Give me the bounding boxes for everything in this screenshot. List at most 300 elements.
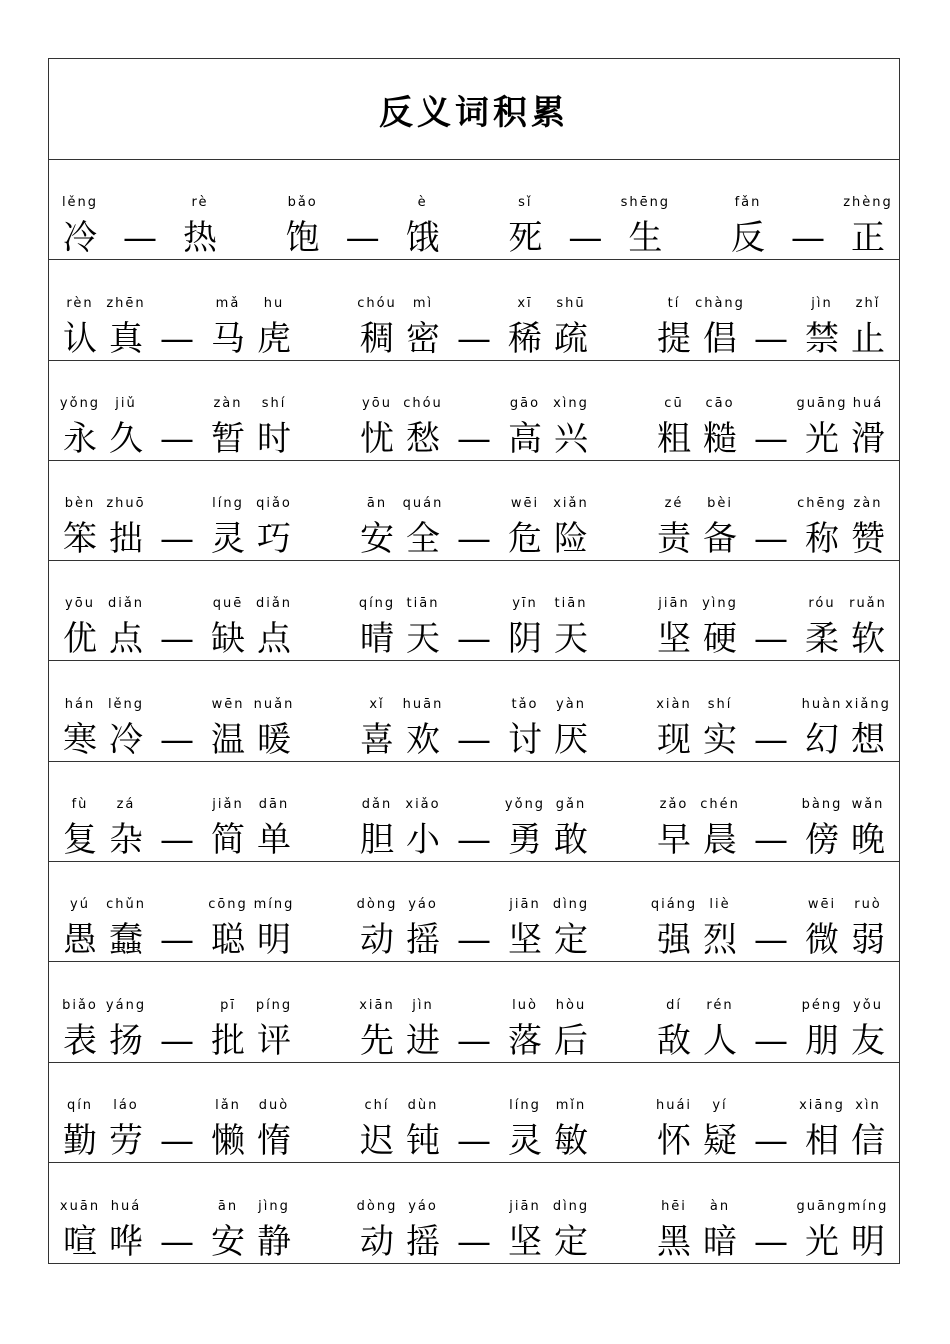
character <box>57 1199 103 1263</box>
word <box>651 296 743 360</box>
character <box>354 897 400 961</box>
pinyin: luò <box>512 997 538 1013</box>
pinyin: dǎn <box>361 797 393 813</box>
dash: — <box>457 619 491 660</box>
pinyin: chí <box>364 1097 390 1113</box>
hanzi: 天 <box>406 619 440 660</box>
character <box>400 296 446 360</box>
hanzi: 灵 <box>508 1120 542 1161</box>
word <box>57 1199 149 1263</box>
dash: — <box>457 820 491 861</box>
hanzi: 扬 <box>109 1020 143 1061</box>
character <box>651 1199 697 1263</box>
pinyin: fǎn <box>734 195 762 211</box>
hanzi: 讨 <box>508 719 542 760</box>
character <box>251 1199 297 1263</box>
word <box>57 1098 149 1162</box>
hanzi: 动 <box>360 920 394 961</box>
antonym-pair <box>354 976 594 1061</box>
pinyin: xìn <box>855 1097 881 1113</box>
pinyin: shū <box>556 295 586 311</box>
character <box>548 697 594 761</box>
pinyin: zá <box>116 797 136 813</box>
antonym-pair <box>651 1177 891 1263</box>
hanzi: 拙 <box>109 519 143 560</box>
pinyin: cū <box>664 395 684 411</box>
hanzi: 小 <box>406 820 440 861</box>
pinyin: pī <box>220 997 236 1013</box>
character <box>845 897 891 961</box>
pinyin: huá <box>110 1199 142 1215</box>
hanzi: 厌 <box>554 719 588 760</box>
antonym-pair <box>354 375 594 460</box>
dash: — <box>160 1222 194 1263</box>
antonym-pair <box>57 174 223 259</box>
antonym-word <box>205 296 297 360</box>
character <box>205 1098 251 1162</box>
hanzi: 光 <box>805 1222 839 1263</box>
word <box>354 1199 446 1263</box>
antonym-word <box>205 496 297 560</box>
hanzi: 迟 <box>360 1120 394 1161</box>
pinyin: zhèng <box>843 195 893 211</box>
pinyin: wēi <box>510 496 540 512</box>
pinyin: yàn <box>556 696 586 712</box>
character <box>354 296 400 360</box>
hanzi: 坚 <box>657 619 691 660</box>
hanzi: 评 <box>257 1020 291 1061</box>
pinyin: chēng <box>797 496 847 512</box>
hanzi: 钝 <box>406 1120 440 1161</box>
character <box>845 195 891 259</box>
antonym-row <box>49 160 899 260</box>
pinyin: líng <box>509 1097 541 1113</box>
dash: — <box>160 519 194 560</box>
title-row <box>49 59 899 160</box>
pinyin: tǎo <box>511 696 539 712</box>
hanzi: 胆 <box>360 820 394 861</box>
hanzi: 复 <box>63 820 97 861</box>
pinyin: guāng <box>796 1199 848 1215</box>
pinyin: jiǔ <box>115 395 137 411</box>
antonym-row <box>49 962 899 1062</box>
character <box>502 1199 548 1263</box>
character <box>799 1098 845 1162</box>
hanzi: 摇 <box>406 1222 440 1263</box>
antonym-pair <box>57 876 297 961</box>
hanzi: 敌 <box>657 1020 691 1061</box>
word <box>354 1098 446 1162</box>
character <box>502 1098 548 1162</box>
pinyin: jìn <box>412 997 434 1013</box>
pinyin: yǒu <box>853 997 883 1013</box>
hanzi: 晚 <box>851 820 885 861</box>
pinyin: cōng <box>208 897 248 913</box>
pinyin: jiān <box>658 596 690 612</box>
hanzi: 反 <box>730 218 765 259</box>
character <box>251 697 297 761</box>
pinyin: zhēn <box>106 295 146 311</box>
character <box>205 797 251 861</box>
antonym-pair <box>651 575 891 660</box>
pinyin: wēi <box>807 897 837 913</box>
hanzi: 死 <box>508 218 543 259</box>
pinyin: yōu <box>362 395 392 411</box>
antonym-word <box>205 396 297 460</box>
antonym-pair <box>57 1177 297 1263</box>
pinyin: yǒng <box>504 797 546 813</box>
character <box>354 797 400 861</box>
hanzi: 柔 <box>805 619 839 660</box>
hanzi: 时 <box>257 418 291 459</box>
dash: — <box>457 1020 491 1061</box>
character <box>845 496 891 560</box>
antonym-word <box>799 697 891 761</box>
pinyin: dìng <box>552 1199 590 1215</box>
hanzi: 软 <box>851 619 885 660</box>
dash: — <box>160 1020 194 1061</box>
word <box>354 697 446 761</box>
hanzi: 称 <box>805 519 839 560</box>
antonym-pair <box>354 274 594 359</box>
character <box>697 697 743 761</box>
hanzi: 糙 <box>703 418 737 459</box>
dash: — <box>457 719 491 760</box>
hanzi: 巧 <box>257 519 291 560</box>
pinyin: zé <box>664 496 684 512</box>
hanzi: 冷 <box>109 719 143 760</box>
character <box>57 998 103 1062</box>
dash: — <box>568 218 603 259</box>
antonym-row <box>49 661 899 761</box>
hanzi: 杂 <box>109 820 143 861</box>
hanzi: 表 <box>63 1020 97 1061</box>
character <box>205 596 251 660</box>
pinyin: biǎo <box>62 997 98 1013</box>
character <box>251 897 297 961</box>
hanzi: 点 <box>109 619 143 660</box>
antonym-pair <box>502 174 671 259</box>
pinyin: huān <box>402 696 444 712</box>
antonym-word <box>799 596 891 660</box>
hanzi: 蠢 <box>109 920 143 961</box>
pinyin: yǒng <box>59 395 101 411</box>
pinyin: zhǐ <box>855 295 881 311</box>
character <box>725 195 771 259</box>
antonym-pair <box>280 174 446 259</box>
word <box>57 998 149 1062</box>
word <box>280 195 326 259</box>
antonym-row <box>49 762 899 862</box>
pinyin: wēn <box>211 696 245 712</box>
pinyin: nuǎn <box>253 696 295 712</box>
character <box>103 496 149 560</box>
hanzi: 想 <box>851 719 885 760</box>
pinyin: yáo <box>408 897 438 913</box>
hanzi: 灵 <box>211 519 245 560</box>
hanzi: 疑 <box>703 1120 737 1161</box>
pinyin: yīn <box>512 596 538 612</box>
character <box>651 396 697 460</box>
hanzi: 暖 <box>257 719 291 760</box>
dash: — <box>123 218 157 259</box>
dash: — <box>790 218 825 259</box>
antonym-pair <box>57 475 297 560</box>
hanzi: 欢 <box>406 719 440 760</box>
antonym-word <box>205 797 297 861</box>
pinyin: yìng <box>702 596 738 612</box>
character <box>796 395 848 460</box>
hanzi: 提 <box>657 318 691 359</box>
character <box>280 195 326 259</box>
dash: — <box>754 619 788 660</box>
character <box>205 1199 251 1263</box>
dash: — <box>160 1120 194 1161</box>
character <box>57 1098 103 1162</box>
antonym-pair <box>651 776 891 861</box>
character <box>502 396 548 460</box>
character <box>57 296 103 360</box>
pinyin: wǎn <box>851 797 885 813</box>
hanzi: 正 <box>850 218 885 259</box>
antonym-word <box>502 396 594 460</box>
character <box>103 1098 149 1162</box>
pinyin: hán <box>64 696 96 712</box>
hanzi: 危 <box>508 519 542 560</box>
hanzi: 止 <box>851 318 885 359</box>
pinyin: xiān <box>359 997 395 1013</box>
hanzi: 强 <box>657 920 691 961</box>
character <box>57 396 103 460</box>
dash: — <box>754 519 788 560</box>
hanzi: 全 <box>406 519 440 560</box>
dash: — <box>754 1222 788 1263</box>
pinyin: píng <box>255 997 293 1013</box>
character <box>57 697 103 761</box>
character <box>548 396 594 460</box>
character <box>251 496 297 560</box>
character <box>251 396 297 460</box>
character <box>103 596 149 660</box>
pinyin: chóu <box>403 395 443 411</box>
word <box>354 897 446 961</box>
character <box>251 596 297 660</box>
character <box>548 1199 594 1263</box>
dash: — <box>754 1020 788 1061</box>
hanzi: 粗 <box>657 418 691 459</box>
pinyin: jiān <box>509 897 541 913</box>
hanzi: 冷 <box>63 218 97 259</box>
pinyin: cāo <box>705 395 735 411</box>
hanzi: 后 <box>554 1020 588 1061</box>
pinyin: liè <box>709 897 731 913</box>
pinyin: qiáng <box>650 897 698 913</box>
character <box>697 998 743 1062</box>
word <box>57 897 149 961</box>
antonym-row <box>49 561 899 661</box>
hanzi: 热 <box>183 218 217 259</box>
hanzi: 寒 <box>63 719 97 760</box>
character <box>354 1098 400 1162</box>
page-title: 反义词积累 <box>379 92 569 133</box>
hanzi: 光 <box>805 418 839 459</box>
hanzi: 缺 <box>211 619 245 660</box>
pinyin: tiān <box>406 596 440 612</box>
character <box>205 897 251 961</box>
word <box>651 496 743 560</box>
pinyin: tiān <box>554 596 588 612</box>
character <box>400 596 446 660</box>
dash: — <box>457 418 491 459</box>
hanzi: 坚 <box>508 920 542 961</box>
character <box>502 496 548 560</box>
pinyin: shí <box>261 395 287 411</box>
hanzi: 险 <box>554 519 588 560</box>
pinyin: dòng <box>356 897 398 913</box>
hanzi: 黑 <box>657 1222 691 1263</box>
pinyin: xī <box>517 295 533 311</box>
pinyin: àn <box>709 1199 731 1215</box>
dash: — <box>345 218 380 259</box>
pinyin: fù <box>71 797 89 813</box>
hanzi: 友 <box>851 1020 885 1061</box>
character <box>548 998 594 1062</box>
hanzi: 惰 <box>257 1120 291 1161</box>
pinyin: ān <box>366 496 388 512</box>
antonym-row <box>49 1063 899 1163</box>
character <box>502 195 548 259</box>
hanzi: 进 <box>406 1020 440 1061</box>
pinyin: huá <box>852 395 884 411</box>
hanzi: 稀 <box>508 318 542 359</box>
character <box>845 797 891 861</box>
hanzi: 傍 <box>805 820 839 861</box>
pinyin: sǐ <box>518 195 533 211</box>
hanzi: 先 <box>360 1020 394 1061</box>
character <box>251 797 297 861</box>
character <box>354 596 400 660</box>
hanzi: 赞 <box>851 519 885 560</box>
hanzi: 久 <box>109 418 143 459</box>
antonym-word <box>502 1199 594 1263</box>
antonym-word <box>205 998 297 1062</box>
character <box>697 496 743 560</box>
hanzi: 马 <box>211 318 245 359</box>
hanzi: 生 <box>628 218 663 259</box>
pinyin: duò <box>258 1097 290 1113</box>
antonym-pair <box>354 1177 594 1263</box>
character <box>502 998 548 1062</box>
character <box>400 496 446 560</box>
word <box>354 596 446 660</box>
antonym-pair <box>354 1077 594 1162</box>
hanzi: 永 <box>63 418 97 459</box>
pinyin: rén <box>706 997 734 1013</box>
word <box>57 596 149 660</box>
hanzi: 禁 <box>805 318 839 359</box>
hanzi: 勤 <box>63 1120 97 1161</box>
pinyin: hòu <box>555 997 587 1013</box>
pinyin: mǐn <box>555 1097 587 1113</box>
character <box>354 1199 400 1263</box>
pinyin: diǎn <box>255 596 293 612</box>
dash: — <box>754 719 788 760</box>
antonym-word <box>799 797 891 861</box>
antonym-pair <box>725 174 891 259</box>
hanzi: 阴 <box>508 619 542 660</box>
pinyin: lěng <box>107 696 145 712</box>
pinyin: xiǎo <box>405 797 441 813</box>
hanzi: 批 <box>211 1020 245 1061</box>
hanzi: 认 <box>63 318 97 359</box>
pinyin: ruò <box>854 897 882 913</box>
pinyin: jìn <box>811 295 833 311</box>
character <box>205 697 251 761</box>
dash: — <box>160 318 194 359</box>
hanzi: 相 <box>805 1120 839 1161</box>
hanzi: 早 <box>657 820 691 861</box>
pinyin: hu <box>263 295 285 311</box>
character <box>548 296 594 360</box>
pinyin: xiàn <box>656 696 692 712</box>
pinyin: xǐ <box>369 696 385 712</box>
word <box>651 797 743 861</box>
word <box>651 396 743 460</box>
character <box>697 897 743 961</box>
hanzi: 稠 <box>360 318 394 359</box>
antonym-word <box>502 797 594 861</box>
pinyin: tí <box>667 295 681 311</box>
antonym-pair <box>57 575 297 660</box>
antonym-word <box>205 596 297 660</box>
antonym-row <box>49 1163 899 1263</box>
hanzi: 单 <box>257 820 291 861</box>
hanzi: 信 <box>851 1120 885 1161</box>
hanzi: 优 <box>63 619 97 660</box>
pinyin: shí <box>707 696 733 712</box>
pinyin: rèn <box>66 295 94 311</box>
hanzi: 简 <box>211 820 245 861</box>
pinyin: líng <box>212 496 244 512</box>
character <box>799 897 845 961</box>
word <box>57 195 103 259</box>
antonym-pair <box>651 675 891 760</box>
character <box>57 596 103 660</box>
dash: — <box>457 519 491 560</box>
character <box>354 998 400 1062</box>
hanzi: 烈 <box>703 920 737 961</box>
hanzi: 温 <box>211 719 245 760</box>
hanzi: 虎 <box>257 318 291 359</box>
hanzi: 实 <box>703 719 737 760</box>
dash: — <box>160 619 194 660</box>
hanzi: 天 <box>554 619 588 660</box>
character <box>400 797 446 861</box>
hanzi: 硬 <box>703 619 737 660</box>
character <box>845 1098 891 1162</box>
hanzi: 愁 <box>406 418 440 459</box>
character <box>57 195 103 259</box>
antonym-table <box>48 58 900 1264</box>
character <box>651 797 697 861</box>
hanzi: 安 <box>360 519 394 560</box>
character <box>103 396 149 460</box>
antonym-pair <box>651 876 891 961</box>
antonym-pair <box>57 976 297 1061</box>
antonym-word <box>796 395 891 460</box>
dash: — <box>754 318 788 359</box>
hanzi: 弱 <box>851 920 885 961</box>
